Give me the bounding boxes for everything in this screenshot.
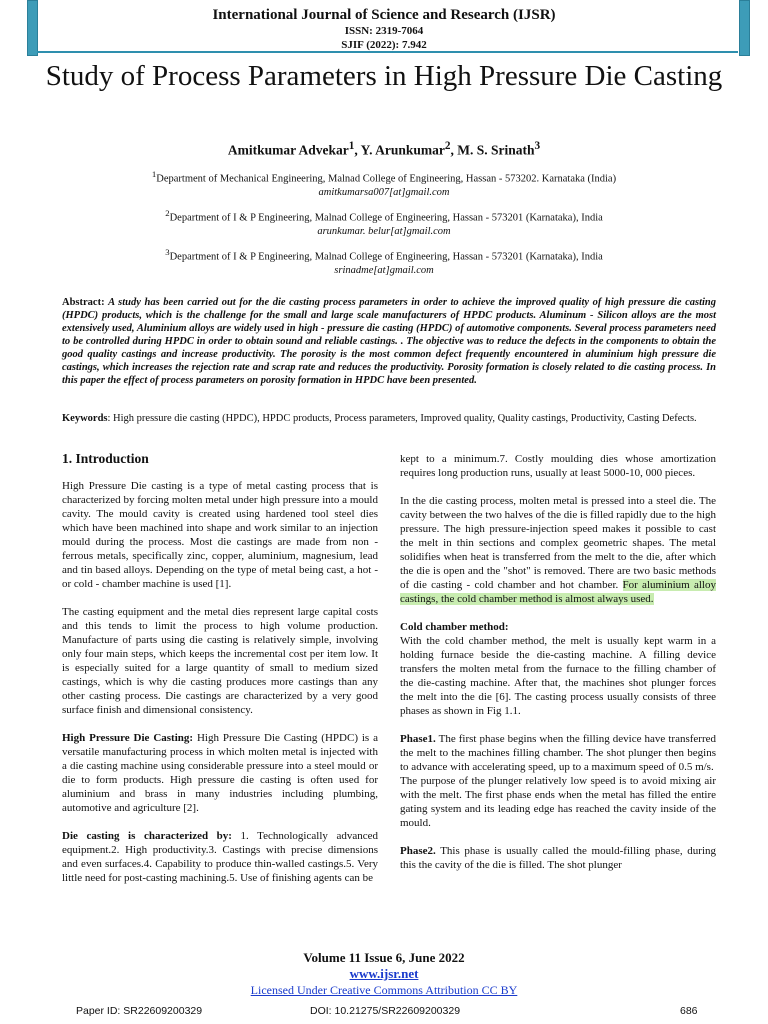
- phase2-paragraph: [400, 844, 716, 872]
- continued-paragraph: kept to a minimum.7. Costly moulding dies whose amortization requires long production runs, usually at least 5000-10, 000 pieces.: [400, 453, 716, 479]
- sjif: SJIF (2022): 7.942: [341, 39, 427, 51]
- right-column: [400, 452, 716, 886]
- affiliation-3-email: srinadme[at]gmail.com: [334, 264, 434, 276]
- footer-journal-link[interactable]: www.ijsr.net: [349, 966, 419, 981]
- hpdc-text: High Pressure Die Casting (HPDC) is a versatile manufacturing process in which molten metal is injected with a die casting machine using considerable pressure into a steel mould or die to form products. High pressure die casting is often used for aluminium and brass in many industries including plumbing, automotive and agriculture [2].: [62, 732, 378, 814]
- cold-chamber-paragraph: [400, 620, 716, 718]
- cold-chamber-heading: Cold chamber method:: [400, 621, 509, 633]
- intro-paragraph-1: High Pressure Die casting is a type of metal casting process that is characterized by forcing molten metal under high pressure into a mould cavity. The mould cavity is created using hardened tool steel dies which have been machined into shape and work similar to an injection mould during the process. Most die castings are made from non - ferrous metals, specifically zinc, copper, aluminium, magnesium, lead and tin based alloys. Depending on the type of metal being cast, a hot - or cold - chamber machine is used [1].: [62, 480, 378, 590]
- footer-license-link[interactable]: Licensed Under Creative Commons Attribution CC BY: [250, 983, 518, 997]
- section-heading-introduction: 1. Introduction: [62, 451, 149, 466]
- hpdc-paragraph: [62, 731, 378, 815]
- intro-paragraph-2: The casting equipment and the metal dies represent large capital costs and this tends to limit the process to high volume production. Manufacture of parts using die casting is relatively simple, involving only four main steps, which keeps the incremental cost per item low. It is especially suited for a large quantity of small to medium sized castings, which is why die casting produces more castings than any other casting process. Die castings are characterized by a very good surface finish and dimensional consistency.: [62, 606, 378, 716]
- footer-page-number: 686: [680, 1005, 698, 1017]
- author-list: [0, 140, 768, 159]
- keywords-text: : High pressure die casting (HPDC), HPDC products, Process parameters, Improved quality, Quality castings, Productivity, Casting Defects.: [107, 413, 697, 424]
- affiliation-1: [0, 168, 768, 199]
- footer-doi: DOI: 10.21275/SR22609200329: [310, 1005, 461, 1017]
- affiliation-1-email: amitkumarsa007[at]gmail.com: [318, 186, 450, 198]
- affiliation-3-text: Department of I & P Engineering, Malnad College of Engineering, Hassan - 573201 (Karnataka), India: [169, 251, 603, 263]
- header-rule: [37, 51, 738, 53]
- phase1-label: Phase1.: [400, 733, 436, 745]
- highlighted-text: For aluminium alloy castings, the cold chamber method is almost always used.: [400, 579, 716, 605]
- author-3-sup: 3: [534, 140, 541, 152]
- affiliation-2-text: Department of I & P Engineering, Malnad College of Engineering, Hassan - 573201 (Karnataka), India: [169, 212, 603, 224]
- keywords: [62, 412, 716, 425]
- author-2: Y. Arunkumar: [360, 142, 445, 158]
- process-paragraph: [400, 494, 716, 606]
- phase1-text-b: The purpose of the plunger relatively low speed is to avoid mixing air with the melt. The first phase ends when the metal has filled the entire gating system and its leading edge has reached the cavity inside of the mould.: [400, 775, 716, 829]
- affiliation-2-email: arunkumar. belur[at]gmail.com: [317, 225, 451, 237]
- phase1-paragraph: [400, 732, 716, 830]
- phase2-label: Phase2.: [400, 845, 436, 857]
- left-column: [62, 452, 378, 899]
- affiliation-1-text: Department of Mechanical Engineering, Malnad College of Engineering, Hassan - 573202. Karnataka (India): [156, 173, 617, 185]
- abstract: [62, 296, 716, 387]
- author-sep-1: ,: [354, 142, 361, 158]
- affiliation-3: [0, 246, 768, 277]
- characterized-text: 1. Technologically advanced equipment.2. High productivity.3. Castings with precise dimensions and even surfaces.4. Capability to produce thin-walled castings.5. Very little need for post-casting machining.5. Use of finishing agents can be: [62, 830, 378, 884]
- affiliation-1-sup: 1: [151, 169, 157, 179]
- phase1-text: The first phase begins when the filling device have transferred the melt to the machines filling chamber. The shot plunger then begins to advance with accelerating speed, up to a maximum speed of 0.5 m/s.: [400, 733, 716, 773]
- affiliation-2: [0, 207, 768, 238]
- phase2-text: This phase is usually called the mould-filling phase, during this the cavity of the die is filled. The shot plunger: [400, 845, 716, 871]
- affiliation-2-sup: 2: [165, 208, 170, 218]
- issn: ISSN: 2319-7064: [344, 25, 424, 37]
- characterized-paragraph: [62, 829, 378, 885]
- abstract-text: A study has been carried out for the die casting process parameters in order to achieve the improved quality of high pressure die casting (HPDC) products, which is the challenge for the small and large scale manufacturers of HPDC products. Aluminum - Silicon alloys are the most extensively used, Aluminium alloys are widely used in high - pressure die casting (HPDC) of automotive components. Several process parameters need to be controlled during HPDC in order to obtain sound and reliable castings. . The objective was to reduce the defects in the components to obtain the good quality castings and increase productivity. The porosity is the most common defect frequently encountered in aluminium high pressure die castings, which increases the rejection rate and scrap rate and reduces the productivity. Porosity formation is closely related to die casting process. In this paper the effect of process parameters on porosity formation in HPDC have been presented.: [62, 297, 716, 386]
- abstract-label: Abstract:: [62, 297, 105, 308]
- author-2-sup: 2: [444, 140, 451, 152]
- author-3: M. S. Srinath: [457, 142, 535, 158]
- keywords-label: Keywords: [62, 413, 108, 424]
- affiliation-3-sup: 3: [165, 247, 170, 257]
- footer-volume: Volume 11 Issue 6, June 2022: [303, 950, 465, 965]
- paper-title: Study of Process Parameters in High Pressure Die Casting: [45, 60, 723, 92]
- cold-chamber-text: With the cold chamber method, the melt is usually kept warm in a holding furnace beside the die-casting machine. A filling device transfers the molten metal from the furnace to the filling chamber of the die-casting machine. After that, the machines shot plunger forces the melt into the die [6]. The casting process usually consists of three phases as shown in Fig 1.1.: [400, 635, 716, 717]
- characterized-label: Die casting is characterized by:: [62, 830, 232, 842]
- process-text: In the die casting process, molten metal is pressed into a steel die. The cavity between the two halves of the die is filled rapidly due to the high pressure. The high pressure-injection speed makes it possible to cast the melt in thin sections and complex geometric shapes. The metal solidifies when heat is transferred from the melt to the die, after which the die is open and the "shot" is removed. There are two basic methods of die casting - cold chamber and hot chamber.: [400, 495, 716, 591]
- author-1: Amitkumar Advekar: [227, 142, 349, 158]
- hpdc-label: High Pressure Die Casting:: [62, 732, 194, 744]
- author-sep-2: ,: [450, 142, 458, 158]
- journal-name: International Journal of Science and Research (IJSR): [212, 7, 556, 23]
- author-1-sup: 1: [348, 140, 355, 152]
- footer-paper-id: Paper ID: SR22609200329: [76, 1005, 203, 1017]
